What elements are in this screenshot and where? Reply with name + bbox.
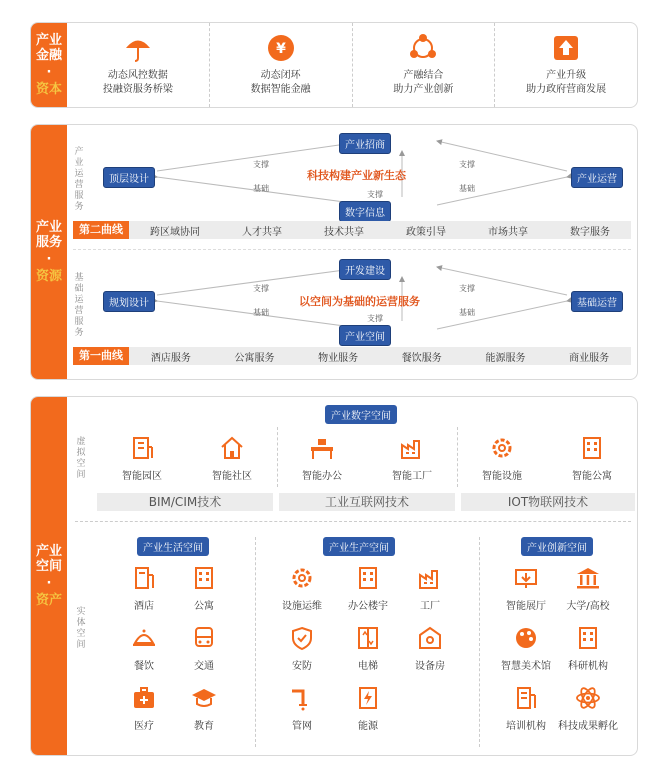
vertical-label-operation: 产业运营服务 xyxy=(74,147,84,212)
factory-icon xyxy=(399,435,425,461)
virtual-item-label: 智能园区 xyxy=(122,471,162,482)
industry-space-section xyxy=(30,396,638,756)
cloche-icon xyxy=(131,625,157,651)
apartment-icon xyxy=(191,565,217,591)
finance-item xyxy=(495,23,637,107)
curve-item: 物业服务 xyxy=(318,352,359,364)
virtual-item-label: 智能设施 xyxy=(482,471,522,482)
node-investment: 产业招商 xyxy=(339,133,391,154)
first-curve-tag: 第一曲线 xyxy=(73,347,129,365)
production-item-label: 设备房 xyxy=(415,661,445,672)
life-item-label: 教育 xyxy=(194,721,214,732)
umbrella-icon xyxy=(123,33,153,63)
tech-bar: IOT物联网技术 xyxy=(461,493,635,511)
curve-item: 餐饮服务 xyxy=(401,352,442,364)
innovation-item-label: 科技成果孵化 xyxy=(558,721,618,732)
innovation-item-label: 培训机构 xyxy=(506,721,546,732)
life-item-label: 餐饮 xyxy=(134,661,154,672)
training-icon xyxy=(513,685,539,711)
production-space-tag: 产业生产空间 xyxy=(323,537,395,556)
finance-item-line1: 产业升级 xyxy=(546,70,587,81)
life-item-label: 医疗 xyxy=(134,721,154,732)
curve-item: 公寓服务 xyxy=(234,352,275,364)
node-basic-operation: 基础运营 xyxy=(571,291,623,312)
desk-icon xyxy=(309,435,335,461)
curve-item: 能源服务 xyxy=(485,352,526,364)
curve-item: 跨区域协同 xyxy=(150,226,200,238)
node-top-design: 顶层设计 xyxy=(103,167,155,188)
finance-item xyxy=(353,23,496,107)
sidebar-subtitle: 资产 xyxy=(36,593,63,608)
base-label: 基础 xyxy=(253,184,269,193)
life-item-label: 酒店 xyxy=(134,601,154,612)
curve-item: 数字服务 xyxy=(570,226,610,238)
virtual-item-label: 智能办公 xyxy=(302,471,342,482)
support-label: 支撑 xyxy=(459,160,475,169)
sidebar-title: 产业服务 xyxy=(36,220,63,250)
atom-icon xyxy=(575,685,601,711)
vertical-label-basic: 基础运营服务 xyxy=(74,273,84,338)
innovation-item-label: 科研机构 xyxy=(568,661,608,672)
graduation-cap-icon xyxy=(191,685,217,711)
production-item-label: 管网 xyxy=(292,721,312,732)
yen-coin-icon xyxy=(266,33,296,63)
finance-item-line2: 助力政府营商发展 xyxy=(526,84,607,95)
equipment-room-icon xyxy=(417,625,443,651)
production-item-label: 安防 xyxy=(292,661,312,672)
curve-item: 市场共享 xyxy=(488,226,528,238)
finance-item-line2: 助力产业创新 xyxy=(393,84,454,95)
upper-center-title: 科技构建产业新生态 xyxy=(307,169,406,182)
production-item-label: 设施运维 xyxy=(282,601,322,612)
finance-item xyxy=(210,23,353,107)
industry-finance-section xyxy=(30,22,638,108)
finance-item xyxy=(67,23,210,107)
finance-item-line1: 动态风控数据 xyxy=(107,70,168,81)
production-item-label: 工厂 xyxy=(420,601,440,612)
gear-icon xyxy=(289,565,315,591)
first-curve-row xyxy=(73,347,631,365)
node-digital-info: 数字信息 xyxy=(339,201,391,222)
apartment-icon xyxy=(579,435,605,461)
svg-text:¥: ¥ xyxy=(275,41,286,57)
upgrade-arrow-icon xyxy=(551,33,581,63)
medical-kit-icon xyxy=(131,685,157,711)
cycle-nodes-icon xyxy=(408,33,438,63)
energy-icon xyxy=(355,685,381,711)
palette-icon xyxy=(513,625,539,651)
production-item-label: 能源 xyxy=(358,721,378,732)
university-icon xyxy=(575,565,601,591)
elevator-icon xyxy=(355,625,381,651)
curve-item: 政策引导 xyxy=(406,226,446,238)
showroom-icon xyxy=(513,565,539,591)
support-label: 支撑 xyxy=(367,314,383,323)
digital-space-tag: 产业数字空间 xyxy=(325,405,397,424)
industry-service-section xyxy=(30,124,638,380)
research-building-icon xyxy=(575,625,601,651)
tech-bar: 工业互联网技术 xyxy=(279,493,455,511)
sidebar-subtitle: 资本 xyxy=(36,82,63,97)
finance-item-line2: 投融资服务桥梁 xyxy=(102,84,173,95)
finance-sidebar: 产业金融 · 资本 xyxy=(31,23,67,107)
space-sidebar: 产业空间 · 资产 xyxy=(31,397,67,755)
second-curve-row xyxy=(73,221,631,239)
base-label: 基础 xyxy=(459,308,475,317)
curve-item: 技术共享 xyxy=(324,226,364,238)
curve-item: 人才共享 xyxy=(242,226,282,238)
office-building-icon xyxy=(355,565,381,591)
base-label: 基础 xyxy=(253,308,269,317)
virtual-item-label: 智能社区 xyxy=(212,471,252,482)
house-icon xyxy=(219,435,245,461)
pipe-network-icon xyxy=(289,685,315,711)
finance-item-line2: 数据智能金融 xyxy=(250,84,311,95)
innovation-item-label: 智慧美术馆 xyxy=(501,661,551,672)
innovation-space-tag: 产业创新空间 xyxy=(521,537,593,556)
bus-icon xyxy=(191,625,217,651)
finance-item-line1: 产融结合 xyxy=(403,70,444,81)
building-icon xyxy=(129,435,155,461)
node-development: 开发建设 xyxy=(339,259,391,280)
lower-center-title: 以空间为基础的运营服务 xyxy=(299,295,420,308)
hotel-icon xyxy=(131,565,157,591)
production-item-label: 办公楼宇 xyxy=(348,601,388,612)
virtual-item-label: 智能工厂 xyxy=(392,471,432,482)
tech-bar: BIM/CIM技术 xyxy=(97,493,273,511)
curve-item: 酒店服务 xyxy=(150,352,191,364)
sidebar-title: 产业空间 xyxy=(36,544,63,574)
life-item-label: 公寓 xyxy=(194,601,214,612)
sidebar-title: 产业金融 xyxy=(36,33,63,63)
support-label: 支撑 xyxy=(253,160,269,169)
support-label: 支撑 xyxy=(367,190,383,199)
second-curve-tag: 第二曲线 xyxy=(73,221,129,239)
life-item-label: 交通 xyxy=(194,661,214,672)
service-sidebar: 产业服务 · 资源 xyxy=(31,125,67,379)
sidebar-subtitle: 资源 xyxy=(36,269,63,284)
node-industry-space: 产业空间 xyxy=(339,325,391,346)
real-space-label: 实体空间 xyxy=(76,607,86,650)
support-label: 支撑 xyxy=(253,284,269,293)
virtual-item-label: 智能公寓 xyxy=(572,471,612,482)
section-divider xyxy=(73,249,631,250)
curve-item: 商业服务 xyxy=(569,352,610,364)
virtual-space-label: 虚拟空间 xyxy=(76,437,86,480)
base-label: 基础 xyxy=(459,184,475,193)
gear-icon xyxy=(489,435,515,461)
production-item-label: 电梯 xyxy=(358,661,378,672)
innovation-item-label: 智能展厅 xyxy=(506,601,546,612)
shield-check-icon xyxy=(289,625,315,651)
innovation-item-label: 大学/高校 xyxy=(566,601,610,612)
finance-item-line1: 动态闭环 xyxy=(260,70,301,81)
support-label: 支撑 xyxy=(459,284,475,293)
factory-icon xyxy=(417,565,443,591)
life-space-tag: 产业生活空间 xyxy=(137,537,209,556)
node-planning-design: 规划设计 xyxy=(103,291,155,312)
node-industry-operation: 产业运营 xyxy=(571,167,623,188)
